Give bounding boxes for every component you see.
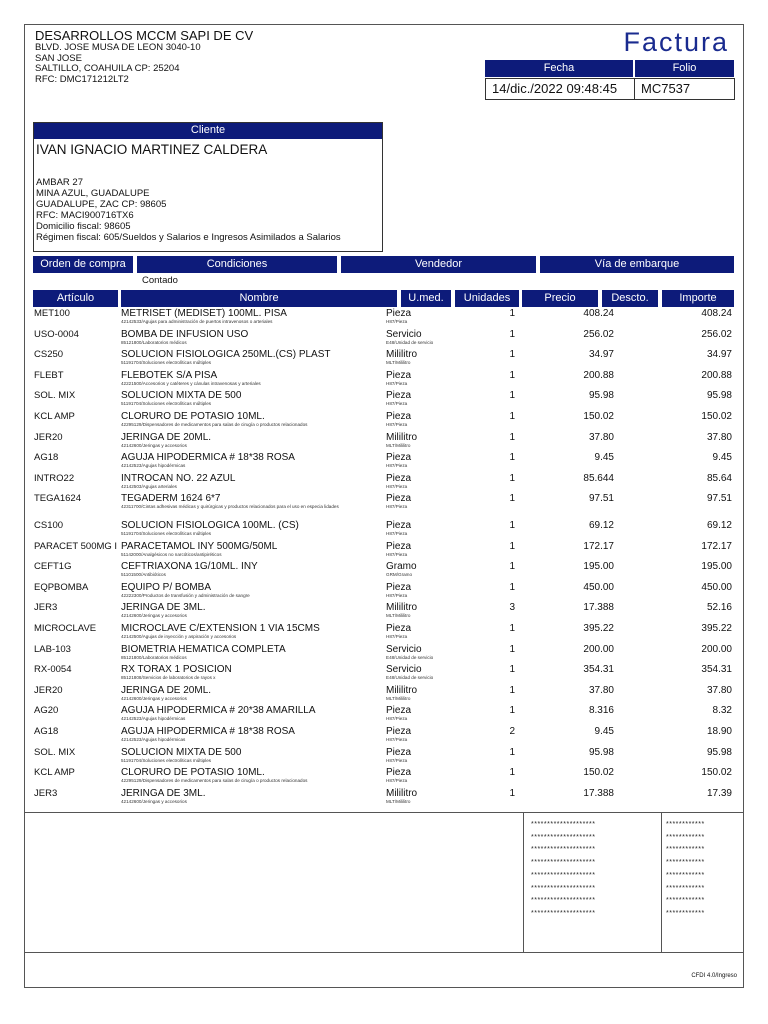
item-code: PARACET 500MG I xyxy=(34,540,118,552)
item-price: 354.31 xyxy=(583,664,614,676)
item-unit: Pieza xyxy=(386,767,412,779)
item-unit: Pieza xyxy=(386,452,412,464)
item-unit: Gramo xyxy=(386,561,417,573)
fecha-value: 14/dic./2022 09:48:45 xyxy=(485,78,635,100)
vendedor-header: Vendedor xyxy=(341,256,536,273)
item-amount: 52.16 xyxy=(706,602,732,614)
item-name: AGUJA HIPODERMICA # 18*38 ROSA xyxy=(121,452,295,464)
item-unit: Servicio xyxy=(386,643,422,655)
item-unit-key: MLT/Mililitro xyxy=(386,613,411,619)
item-amount: 37.80 xyxy=(706,684,732,696)
item-unit: Servicio xyxy=(386,328,422,340)
cliente-line: GUADALUPE, ZAC CP: 98605 xyxy=(36,199,167,210)
item-unit-key: H87/Pieza xyxy=(386,422,408,427)
item-name: SOLUCION FISIOLOGICA 100ML. (CS) xyxy=(121,520,299,531)
item-name: JERINGA DE 3ML. xyxy=(121,602,206,614)
item-code: USO-0004 xyxy=(34,328,79,340)
item-unit: Servicio xyxy=(386,664,422,676)
masked-total-value: ************ xyxy=(666,909,705,917)
item-sat-key: 42142523/Agujas hipodérmicas xyxy=(121,737,186,742)
item-unit-key: H87/Pieza xyxy=(386,380,408,386)
item-amount: 150.02 xyxy=(701,411,732,422)
item-unit: Pieza xyxy=(386,746,412,758)
item-quantity: 1 xyxy=(509,623,515,634)
item-code: JER20 xyxy=(34,431,63,443)
cliente-line: AMBAR 27 xyxy=(36,177,83,188)
item-quantity: 1 xyxy=(509,328,515,340)
table-row xyxy=(25,349,745,370)
item-quantity: 1 xyxy=(509,581,515,593)
issuer-address-line: BLVD. JOSE MUSA DE LEON 3040-10 xyxy=(35,42,201,53)
item-amount: 17.39 xyxy=(706,787,732,799)
table-row xyxy=(25,747,745,768)
item-sat-key: 42311700/Cintas adhesivas médicas y quirúrgicas y productos relacionados para el uso en especia lidades xyxy=(121,504,339,510)
item-code: AG18 xyxy=(34,452,59,464)
item-amount: 97.51 xyxy=(706,493,732,505)
item-sat-key: 42142523/Agujas hipodérmicas xyxy=(121,716,186,722)
table-row xyxy=(25,452,745,473)
item-quantity: 1 xyxy=(509,767,515,779)
item-price: 450.00 xyxy=(583,581,614,593)
issuer-address-line: SALTILLO, COAHUILA CP: 25204 xyxy=(35,63,180,74)
item-name: SOLUCION MIXTA DE 500 xyxy=(121,390,242,402)
item-quantity: 1 xyxy=(509,452,515,464)
item-price: 256.02 xyxy=(583,328,614,340)
item-code: AG20 xyxy=(34,705,59,717)
item-unit: Pieza xyxy=(386,411,412,422)
cliente-header: Cliente xyxy=(33,122,383,139)
item-name: AGUJA HIPODERMICA # 20*38 AMARILLA xyxy=(121,705,316,717)
masked-total-label: ******************** xyxy=(531,884,596,892)
item-price: 9.45 xyxy=(594,452,614,464)
condiciones-value: Contado xyxy=(142,275,178,286)
via-embarque-header: Vía de embarque xyxy=(540,256,734,273)
item-price: 34.97 xyxy=(588,349,614,361)
folio-value: MC7537 xyxy=(634,78,735,100)
item-name: FLEBOTEK S/A PISA xyxy=(121,369,218,381)
item-quantity: 1 xyxy=(509,664,515,676)
table-row xyxy=(25,411,745,432)
condiciones-header: Condiciones xyxy=(137,256,337,273)
cliente-box xyxy=(33,122,383,252)
col-umed-header: U.med. xyxy=(401,290,451,307)
masked-total-value: ************ xyxy=(666,859,705,867)
item-sat-key: 51191704/Soluciones electrolíticas múltiples xyxy=(121,401,212,407)
item-sat-key: 85121800/Laboratorios médicos xyxy=(121,654,187,660)
item-amount: 195.00 xyxy=(701,561,732,573)
item-quantity: 1 xyxy=(509,643,515,655)
item-code: MICROCLAVE xyxy=(34,623,97,634)
col-nombre-header: Nombre xyxy=(121,290,397,307)
table-row xyxy=(25,390,745,411)
table-row xyxy=(25,561,745,582)
item-unit-key: H87/Pieza xyxy=(386,778,408,784)
item-sat-key: 42142533/Agujas para administración de puertos intravenosos o arteriales xyxy=(121,319,273,324)
item-unit: Pieza xyxy=(386,520,412,531)
table-row xyxy=(25,602,745,623)
item-amount: 256.02 xyxy=(701,328,732,340)
col-precio-header: Precio xyxy=(522,290,598,307)
item-price: 69.12 xyxy=(588,520,614,531)
table-row xyxy=(25,664,745,685)
masked-total-label: ******************** xyxy=(531,846,596,854)
masked-totals-values xyxy=(666,819,705,921)
item-amount: 8.32 xyxy=(712,705,732,717)
item-quantity: 1 xyxy=(509,746,515,758)
totals-area xyxy=(25,812,743,952)
item-sat-key: 51191704/Soluciones electrolíticas múltiples xyxy=(121,757,212,763)
folio-header: Folio xyxy=(635,60,734,77)
item-price: 17.388 xyxy=(583,602,614,614)
item-price: 85.644 xyxy=(583,472,614,484)
item-quantity: 1 xyxy=(509,349,515,361)
item-quantity: 1 xyxy=(509,540,515,552)
item-quantity: 1 xyxy=(509,390,515,402)
item-name: PARACETAMOL INY 500MG/50ML xyxy=(121,540,278,552)
issuer-name: DESARROLLOS MCCM SAPI DE CV xyxy=(35,28,254,43)
item-unit-key: H87/Pieza xyxy=(386,716,408,722)
item-amount: 95.98 xyxy=(706,746,732,758)
item-name: CLORURO DE POTASIO 10ML. xyxy=(121,411,265,422)
item-name: JERINGA DE 20ML. xyxy=(121,431,212,443)
item-name: BOMBA DE INFUSION USO xyxy=(121,328,249,340)
masked-total-label: ******************** xyxy=(531,833,596,841)
item-unit-key: MLT/Mililitro xyxy=(386,695,411,701)
col-unidades-header: Unidades xyxy=(455,290,519,307)
item-unit-key: H87/Pieza xyxy=(386,634,408,639)
item-sat-key: 51191704/Soluciones electrolíticas múltiples xyxy=(121,531,212,536)
item-sat-key: 51191704/Soluciones electrolíticas múltiples xyxy=(121,360,212,366)
item-price: 195.00 xyxy=(583,561,614,573)
item-amount: 200.00 xyxy=(701,643,732,655)
item-sat-key: 42142503/Agujas arteriales xyxy=(121,483,177,489)
item-price: 17.388 xyxy=(583,787,614,799)
item-quantity: 1 xyxy=(509,493,515,505)
item-name: MICROCLAVE C/EXTENSION 1 VIA 15CMS xyxy=(121,623,320,634)
invoice-page xyxy=(24,24,744,988)
item-sat-key: 42142600/Jeringas y accesorios xyxy=(121,695,187,701)
item-code: TEGA1624 xyxy=(34,493,81,505)
item-name: SOLUCION MIXTA DE 500 xyxy=(121,746,242,758)
item-unit-key: GRM/Gramo xyxy=(386,572,413,578)
item-quantity: 3 xyxy=(509,602,515,614)
item-sat-key: 42142500/Agujas de inyección y aspiración y accesorios xyxy=(121,634,237,639)
masked-total-value: ************ xyxy=(666,833,705,841)
item-price: 9.45 xyxy=(594,726,614,737)
item-price: 97.51 xyxy=(588,493,614,505)
item-amount: 37.80 xyxy=(706,431,732,443)
item-sat-key: 42295129/Dispensadores de medicamentos para salas de cirugía o productos relacionados xyxy=(121,422,308,427)
masked-totals-labels xyxy=(531,819,595,921)
item-name: BIOMETRIA HEMATICA COMPLETA xyxy=(121,643,286,655)
item-sat-key: 42142600/Jeringas y accesorios xyxy=(121,442,187,448)
item-quantity: 1 xyxy=(509,520,515,531)
item-sat-key: 42142523/Agujas hipodérmicas xyxy=(121,463,186,469)
item-price: 37.80 xyxy=(588,684,614,696)
item-amount: 408.24 xyxy=(701,308,732,319)
item-name: METRISET (MEDISET) 100ML. PISA xyxy=(121,308,287,319)
item-price: 8.316 xyxy=(588,705,614,717)
item-code: CS100 xyxy=(34,520,64,531)
table-row xyxy=(25,370,745,391)
item-unit-key: H87/Pieza xyxy=(386,463,408,469)
item-amount: 34.97 xyxy=(706,349,732,361)
fecha-header: Fecha xyxy=(485,60,633,77)
item-unit-key: H87/Pieza xyxy=(386,483,408,489)
item-price: 172.17 xyxy=(583,540,614,552)
item-price: 37.80 xyxy=(588,431,614,443)
item-price: 408.24 xyxy=(583,308,614,319)
item-unit-key: MLT/Mililitro xyxy=(386,442,411,448)
item-sat-key: 85121808/Servicios de laboratorios de rayos x xyxy=(121,675,216,681)
item-unit-key: H87/Pieza xyxy=(386,757,408,763)
item-unit-key: E48/Unidad de servicio xyxy=(386,675,434,681)
item-amount: 69.12 xyxy=(706,520,732,531)
item-unit: Mililitro xyxy=(386,602,418,614)
item-amount: 354.31 xyxy=(701,664,732,676)
item-unit: Pieza xyxy=(386,581,412,593)
item-unit-key: H87/Pieza xyxy=(386,592,408,598)
item-code: CS250 xyxy=(34,349,64,361)
masked-total-value: ************ xyxy=(666,884,705,892)
issuer-address-line: SAN JOSE xyxy=(35,52,82,64)
masked-total-label: ******************** xyxy=(531,909,596,917)
masked-total-label: ******************** xyxy=(531,871,596,879)
item-name: TEGADERM 1624 6*7 xyxy=(121,493,221,505)
table-row xyxy=(25,520,745,541)
cliente-line: Domicilio fiscal: 98605 xyxy=(36,221,131,232)
line-items xyxy=(25,308,745,808)
item-unit-key: H87/Pieza xyxy=(386,531,408,536)
issuer-block xyxy=(35,29,253,85)
table-row xyxy=(25,329,745,350)
item-name: INTROCAN NO. 22 AZUL xyxy=(121,472,236,484)
item-name: CLORURO DE POTASIO 10ML. xyxy=(121,767,265,779)
item-price: 95.98 xyxy=(588,746,614,758)
item-quantity: 2 xyxy=(509,726,515,737)
masked-total-value: ************ xyxy=(666,846,705,854)
item-unit: Pieza xyxy=(386,493,412,505)
item-code: FLEBT xyxy=(34,369,64,381)
item-sat-key: 85121800/Laboratorios médicos xyxy=(121,339,187,345)
item-code: AG18 xyxy=(34,726,59,737)
item-unit-key: H87/Pieza xyxy=(386,504,408,510)
item-code: EQPBOMBA xyxy=(34,581,89,593)
item-price: 150.02 xyxy=(583,411,614,422)
item-code: KCL AMP xyxy=(34,767,75,779)
table-row xyxy=(25,493,745,514)
item-sat-key: 42221500/Accesorios y catéteres y cánulas intravenosas y arteriales xyxy=(121,380,261,386)
table-row xyxy=(25,685,745,706)
item-sat-key: 42295129/Dispensadores de medicamentos para salas de cirugía o productos relacionados xyxy=(121,778,308,784)
item-unit: Pieza xyxy=(386,726,412,737)
col-importe-header: Importe xyxy=(662,290,734,307)
item-quantity: 1 xyxy=(509,561,515,573)
item-unit: Pieza xyxy=(386,390,412,402)
issuer-rfc: RFC: DMC171212LT2 xyxy=(35,73,129,85)
table-row xyxy=(25,582,745,603)
masked-total-value: ************ xyxy=(666,871,705,879)
item-code: MET100 xyxy=(34,308,70,319)
table-row xyxy=(25,726,745,747)
item-unit: Mililitro xyxy=(386,349,418,361)
item-amount: 150.02 xyxy=(701,767,732,779)
item-amount: 395.22 xyxy=(701,623,732,634)
item-code: LAB-103 xyxy=(34,643,71,655)
item-price: 200.88 xyxy=(583,369,614,381)
item-price: 200.00 xyxy=(583,643,614,655)
col-articulo-header: Artículo xyxy=(33,290,118,307)
item-name: AGUJA HIPODERMICA # 18*38 ROSA xyxy=(121,726,295,737)
item-name: JERINGA DE 3ML. xyxy=(121,787,206,799)
item-sat-key: 42222300/Productos de transfusión y administración de sangre xyxy=(121,592,250,598)
masked-total-label: ******************** xyxy=(531,859,596,867)
item-quantity: 1 xyxy=(509,472,515,484)
item-price: 95.98 xyxy=(588,390,614,402)
item-code: RX-0054 xyxy=(34,664,72,676)
item-amount: 200.88 xyxy=(701,369,732,381)
item-code: JER20 xyxy=(34,684,63,696)
item-unit: Mililitro xyxy=(386,684,418,696)
item-quantity: 1 xyxy=(509,787,515,799)
table-row xyxy=(25,767,745,788)
item-unit: Pieza xyxy=(386,540,412,552)
cliente-line: Régimen fiscal: 605/Sueldos y Salarios e Ingresos Asimilados a Salarios xyxy=(36,232,341,243)
item-code: JER3 xyxy=(34,787,58,799)
cliente-address xyxy=(34,157,382,243)
cliente-name: IVAN IGNACIO MARTINEZ CALDERA xyxy=(36,142,268,157)
item-name: EQUIPO P/ BOMBA xyxy=(121,581,212,593)
item-unit: Pieza xyxy=(386,472,412,484)
item-sat-key: 42142600/Jeringas y accesorios xyxy=(121,613,187,619)
item-quantity: 1 xyxy=(509,369,515,381)
item-amount: 85.64 xyxy=(706,472,732,484)
item-unit: Mililitro xyxy=(386,787,418,799)
item-quantity: 1 xyxy=(509,308,515,319)
item-name: JERINGA DE 20ML. xyxy=(121,684,212,696)
item-unit-key: H87/Pieza xyxy=(386,551,408,557)
item-unit-key: H87/Pieza xyxy=(386,319,408,324)
item-code: SOL. MIX xyxy=(34,746,76,758)
item-unit-key: MLT/Mililitro xyxy=(386,360,411,366)
table-row xyxy=(25,623,745,644)
cliente-line: RFC: MACI900716TX6 xyxy=(36,210,134,221)
item-unit-key: E48/Unidad de servicio xyxy=(386,654,434,660)
table-row xyxy=(25,473,745,494)
item-unit-key: H87/Pieza xyxy=(386,737,408,742)
item-sat-key: 51142000/Analgésicos no narcóticos/antipiréticos xyxy=(121,551,222,557)
item-amount: 95.98 xyxy=(706,390,732,402)
item-unit: Pieza xyxy=(386,705,412,717)
masked-total-label: ******************** xyxy=(531,897,596,905)
item-unit: Pieza xyxy=(386,369,412,381)
item-unit: Pieza xyxy=(386,308,412,319)
item-code: KCL AMP xyxy=(34,411,75,422)
item-amount: 9.45 xyxy=(712,452,732,464)
item-code: INTRO22 xyxy=(34,472,75,484)
table-row xyxy=(25,432,745,453)
table-row xyxy=(25,705,745,726)
col-descto-header: Descto. xyxy=(602,290,658,307)
item-name: SOLUCION FISIOLOGICA 250ML.(CS) PLAST xyxy=(121,349,331,361)
cliente-line: MINA AZUL, GUADALUPE xyxy=(36,188,150,199)
item-amount: 450.00 xyxy=(701,581,732,593)
item-name: RX TORAX 1 POSICION xyxy=(121,664,232,676)
table-row xyxy=(25,788,745,809)
item-quantity: 1 xyxy=(509,705,515,717)
item-code: SOL. MIX xyxy=(34,390,76,402)
item-name: CEFTRIAXONA 1G/10ML. INY xyxy=(121,561,258,573)
item-amount: 172.17 xyxy=(701,540,732,552)
item-sat-key: 51101500/Antibióticos xyxy=(121,572,166,578)
item-unit-key: H87/Pieza xyxy=(386,401,408,407)
table-row xyxy=(25,644,745,665)
masked-total-label: ******************** xyxy=(531,821,596,828)
item-unit: Mililitro xyxy=(386,431,418,443)
item-quantity: 1 xyxy=(509,684,515,696)
document-title: Factura xyxy=(623,27,729,57)
masked-total-value: ************ xyxy=(666,821,705,828)
item-quantity: 1 xyxy=(509,411,515,422)
item-unit-key: MLT/Mililitro xyxy=(386,798,411,804)
item-price: 150.02 xyxy=(583,767,614,779)
masked-total-value: ************ xyxy=(666,897,705,905)
item-price: 395.22 xyxy=(583,623,614,634)
item-unit: Pieza xyxy=(386,623,412,634)
table-row xyxy=(25,541,745,562)
orden-compra-header: Orden de compra xyxy=(33,256,133,273)
item-amount: 18.90 xyxy=(706,726,732,737)
item-quantity: 1 xyxy=(509,431,515,443)
item-code: JER3 xyxy=(34,602,58,614)
table-row xyxy=(25,308,745,329)
item-sat-key: 42142600/Jeringas y accesorios xyxy=(121,798,187,804)
item-unit-key: E48/Unidad de servicio xyxy=(386,339,434,345)
cfdi-version: CFDI 4.0/Ingreso xyxy=(691,973,737,979)
item-code: CEFT1G xyxy=(34,561,72,573)
